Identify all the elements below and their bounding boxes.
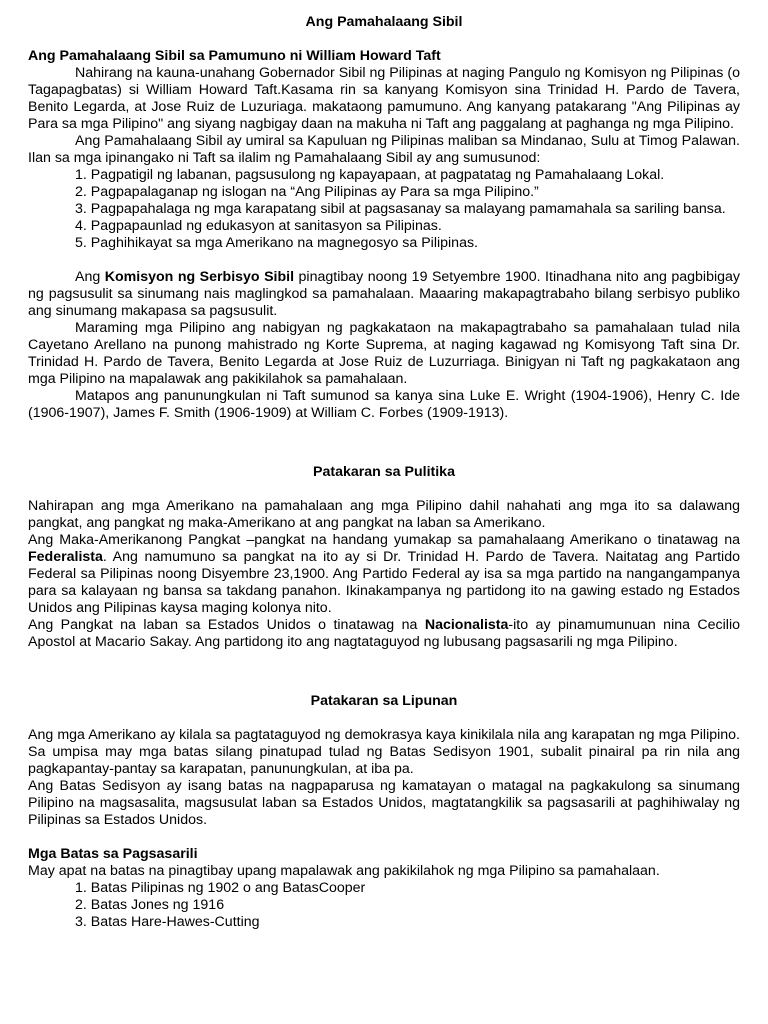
paragraph-filipinos-in-government: Maraming mga Pilipino ang nabigyan ng pagkakataon na makapagtrabaho sa pamahalaan tulad nila Cayetano Arellano na punong mahistrado ng Korte Suprema, at naging kagawad ng Komisyong Taft sina Dr. Trinidad H. Pardo de Tavera, Benito Legarda at Jose Ruiz de Luzurriaga. Binigyan ni Taft ng pagkakataon ang mga Pilipino na mapalawak ang pakikilahok sa pamahalaan.	[28, 320, 740, 387]
list-item: 2. Batas Jones ng 1916	[75, 897, 225, 913]
paragraph-democracy: Ang mga Amerikano ay kilala sa pagtataguyod ng demokrasya kaya kinikilala nila ang karapatan ng mga Pilipino. Sa umpisa may mga batas silang pinatupad tulad ng Batas Sedisyon 1901, subalit pinairal pa rin nila ang pagkapantay-pantay sa karapatan, panunungkulan, at iba pa.	[28, 727, 740, 777]
paragraph-civil-government-scope: Ang Pamahalaang Sibil ay umiral sa Kapuluan ng Pilipinas maliban sa Mindanao, Sulu at Timog Palawan. Ilan sa mga ipinangako ni Taft sa ilalim ng Pamahalaang Sibil ay ang sumusunod:	[28, 133, 740, 166]
bold-term-nacionalista: Nacionalista	[424, 617, 509, 633]
paragraph-federalista	[28, 532, 740, 617]
paragraph-taft-successors: Matapos ang panunungkulan ni Taft sumunod sa kanya sina Luke E. Wright (1904-1906), Henry C. Ide (1906-1907), James F. Smith (1906-1909) at William C. Forbes (1909-1913).	[28, 388, 740, 421]
text-run: Ang Maka-Amerikanong Pangkat –pangkat na handang yumakap sa pamahalaang Amerikano o tinatawag na	[28, 532, 740, 548]
text-run: . Ang namumuno sa pangkat na ito ay si Dr. Trinidad H. Pardo de Tavera. Naitatag ang Partido Federal sa Pilipinas noong Disyembre 23,1900. Ang Partido Federal ay isa sa mga partido na nangangampanya para sa kalayaan ng bansa sa takdang panahon. Ikinakampanya ng partidong ito na gawing estado ng Estados Unidos ang Pilipinas kaysa maging kolonya nito.	[28, 549, 740, 616]
paragraph-nacionalista	[28, 617, 740, 651]
section-heading-politics: Patakaran sa Pulitika	[313, 464, 455, 480]
section-heading-taft: Ang Pamahalaang Sibil sa Pamumuno ni William Howard Taft	[28, 48, 441, 64]
document-title: Ang Pamahalaang Sibil	[305, 14, 463, 30]
list-item: 3. Pagpapahalaga ng mga karapatang sibil at pagsasanay sa malayang pamamahala sa sariling bansa.	[75, 201, 726, 217]
bold-term-civil-service: Komisyon ng Serbisyo Sibil	[104, 269, 295, 285]
paragraph-civil-service-commission	[28, 269, 740, 320]
paragraph-four-laws: May apat na batas na pinagtibay upang mapalawak ang pakikilahok ng mga Pilipino sa pamahalaan.	[28, 863, 660, 879]
section-heading-independence-laws: Mga Batas sa Pagsasarili	[28, 846, 198, 862]
paragraph-taft-intro: Nahirang na kauna-unahang Gobernador Sibil ng Pilipinas at naging Pangulo ng Komisyon ng Pilipinas (o Tagapagbatas) si William Howard Taft.Kasama rin sa kanyang Komisyon sina Trinidad H. Pardo de Tavera, Benito Legarda, at Jose Ruiz de Luzuriaga. makataong pamumuno. Ang kanyang patakarang "Ang Pilipinas ay Para sa mga Pilipino" ang siyang nagbigay daan na makuha ni Taft ang paggalang at paghanga ng mga Pilipino.	[28, 65, 740, 132]
list-item: 1. Pagpatigil ng labanan, pagsusulong ng kapayapaan, at pagpatatag ng Pamahalaang Lokal.	[75, 167, 665, 183]
paragraph-two-factions: Nahirapan ang mga Amerikano na pamahalaan ang mga Pilipino dahil nahahati ang mga ito sa dalawang pangkat, ang pangkat ng maka-Amerikano at ang pangkat na laban sa Amerikano.	[28, 498, 740, 531]
section-heading-society: Patakaran sa Lipunan	[310, 693, 458, 709]
list-item: 2. Pagpapalaganap ng islogan na “Ang Pilipinas ay Para sa mga Pilipino.”	[75, 184, 539, 200]
text-run: -ito ay pinamumunuan nina Cecilio Apostol at Macario Sakay. Ang partidong ito ang nagtataguyod ng lubusang pagsasarili ng mga Pilipino.	[28, 617, 740, 650]
taft-promises-list	[28, 167, 740, 252]
independence-laws-list	[28, 880, 740, 931]
bold-term-federalista: Federalista	[28, 549, 103, 565]
list-item: 1. Batas Pilipinas ng 1902 o ang BatasCooper	[75, 880, 366, 896]
paragraph-sedition-law: Ang Batas Sedisyon ay isang batas na nagpaparusa ng kamatayan o matagal na pagkakulong sa sinumang Pilipino na magsasalita, magsusulat laban sa Estados Unidos, magtatangkilik sa pagsasarili at paghihiwalay ng Pilipinas sa Estados Unidos.	[28, 778, 740, 828]
list-item: 5. Paghihikayat sa mga Amerikano na magnegosyo sa Pilipinas.	[75, 235, 478, 251]
text-run: Ang	[75, 269, 105, 285]
text-run: Ang Pangkat na laban sa Estados Unidos o tinatawag na	[28, 617, 425, 633]
list-item: 3. Batas Hare-Hawes-Cutting	[75, 914, 260, 930]
text-run: pinagtibay noong 19 Setyembre 1900. Itinadhana nito ang pagbibigay ng pagsusulit sa sinumang nais maglingkod sa pamahalaan. Maaaring makapagtrabaho bilang serbisyo publiko ang sinumang makapasa sa pagsusulit.	[28, 269, 740, 319]
list-item: 4. Pagpapaunlad ng edukasyon at sanitasyon sa Pilipinas.	[75, 218, 442, 234]
